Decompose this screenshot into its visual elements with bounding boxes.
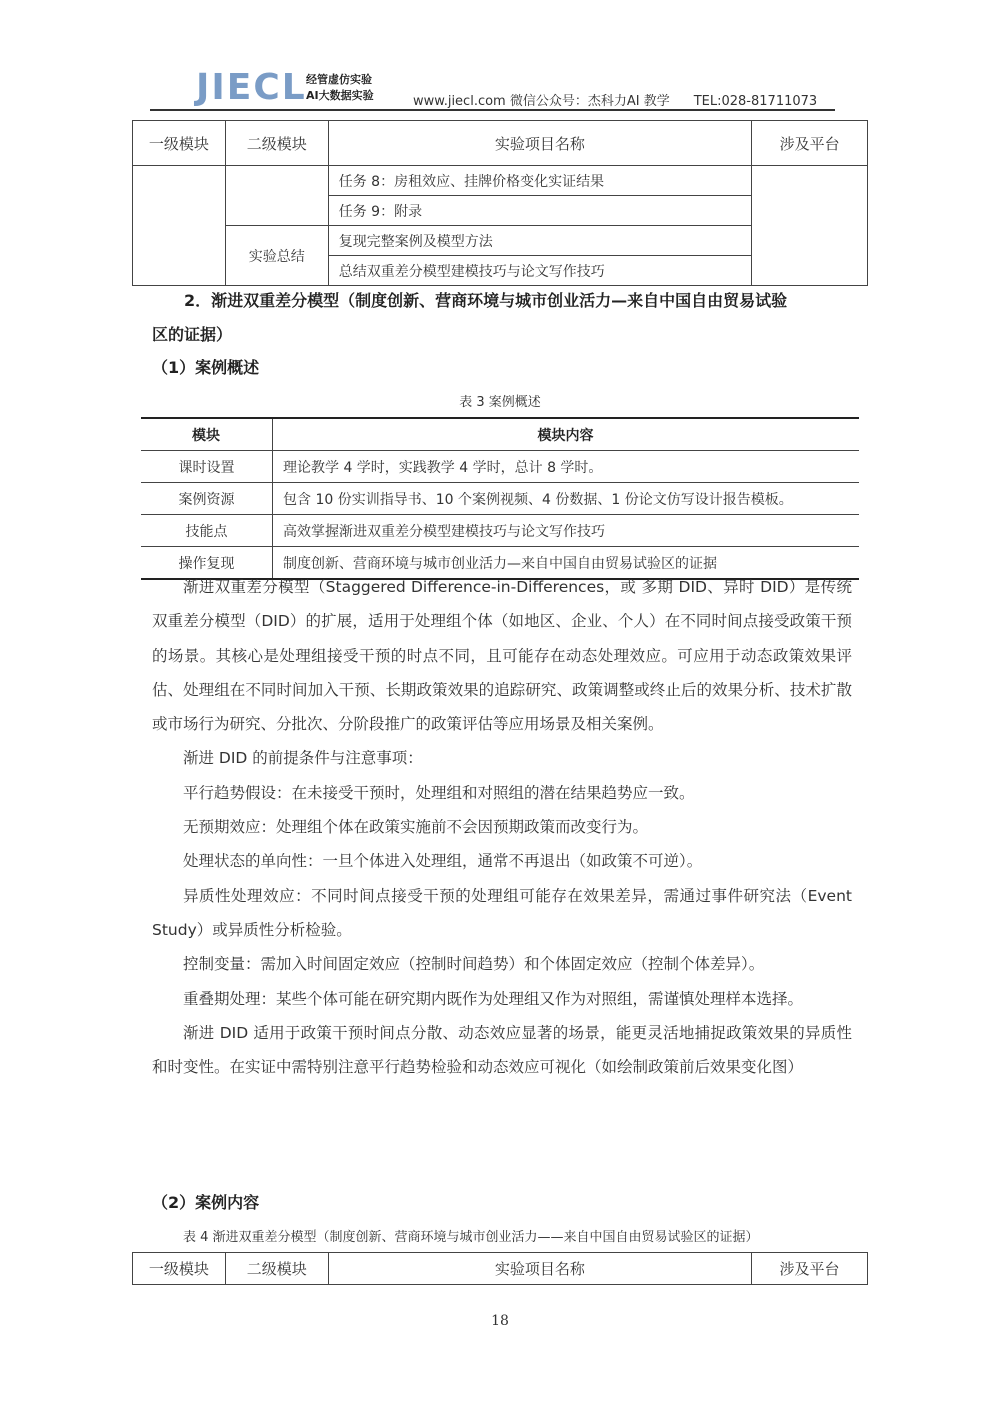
- table-header-cell: 实验项目名称: [328, 1253, 751, 1285]
- header-contact: [413, 90, 817, 109]
- table-row: [141, 451, 859, 483]
- paragraph: 处理状态的单向性：一旦个体进入处理组，通常不再退出（如政策不可逆）。: [183, 852, 703, 871]
- table-header-cell: 模块内容: [273, 418, 860, 451]
- table-cell: 高效掌握渐进双重差分模型建模技巧与论文写作技巧: [273, 515, 860, 547]
- paragraph: 异质性处理效应：不同时间点接受干预的处理组可能存在效果差异，需通过事件研究法（Event Study）或异质性分析检验。: [152, 886, 852, 939]
- paragraph: 重叠期处理：某些个体可能在研究期内既作为处理组又作为对照组，需谨慎处理样本选择。: [183, 989, 804, 1008]
- table-header-cell: 涉及平台: [752, 121, 868, 166]
- table-row: [141, 483, 859, 515]
- subsection-content: （2）案例内容: [152, 1193, 260, 1212]
- paragraph: 无预期效应：处理组个体在政策实施前不会因预期政策而改变行为。: [183, 818, 649, 837]
- paragraph: 渐进 DID 适用于政策干预时间点分散、动态效应显著的场景，能更灵活地捕捉政策效果的异质性和时变性。在实证中需特别注意平行趋势检验和动态效应可视化（如绘制政策前后效果变化图）: [152, 1023, 852, 1077]
- table-cell: 理论教学 4 学时，实践教学 4 学时，总计 8 学时。: [273, 451, 860, 483]
- page-header: [150, 66, 835, 110]
- paragraph: 控制变量：需加入时间固定效应（控制时间趋势）和个体固定效应（控制个体差异）。: [183, 955, 765, 974]
- case-overview-table: [141, 417, 859, 580]
- table-header-cell: 二级模块: [225, 121, 328, 166]
- table4-caption: 表 4 渐进双重差分模型（制度创新、营商环境与城市创业活力——来自中国自由贸易试验区的证据）: [183, 1230, 759, 1245]
- table-header-row: [141, 418, 859, 451]
- table-cell: 技能点: [141, 515, 273, 547]
- table-header-cell: 实验项目名称: [328, 121, 751, 166]
- table-header-cell: 一级模块: [133, 1253, 226, 1285]
- table-row: [141, 515, 859, 547]
- table-row: [133, 166, 868, 196]
- table-cell: 操作复现: [141, 547, 273, 580]
- table-header-row: [133, 121, 868, 166]
- table-cell-task: 任务 8：房租效应、挂牌价格变化实证结果: [328, 166, 751, 196]
- table-cell-empty: [752, 166, 868, 286]
- header-tel: TEL:028-81711073: [693, 94, 818, 109]
- table-header-cell: 二级模块: [225, 1253, 328, 1285]
- table-cell-empty: [133, 166, 226, 286]
- paragraph: 渐进双重差分模型（Staggered Difference-in-Differences，或 多期 DID、异时 DID）是传统双重差分模型（DID）的扩展，适用于处理组个体（如地区、企业、个人）在不同时间点接受政策干预的场景。其核心是处理组接受干预的时点不同，且可能存在动态处理效应。可应用于动态政策效果评估、处理组在不同时间加入干预、长期政策效果的追踪研究、政策调整或终止后的效果分析、技术扩散或市场行为研究、分批次、分阶段推广的政策评估等应用场景及相关案例。: [152, 578, 852, 734]
- subsection-overview: （1）案例概述: [152, 358, 260, 377]
- section-title: [152, 284, 862, 352]
- jiecl-logo: JIECL: [196, 67, 307, 108]
- section-title-line1: 2．渐进双重差分模型（制度创新、营商环境与城市创业活力—来自中国自由贸易试验: [184, 291, 788, 310]
- table-cell-task: 任务 9：附录: [328, 196, 751, 226]
- experiment-table-continued: [132, 120, 868, 286]
- table-cell: 案例资源: [141, 483, 273, 515]
- logo-subtitle-line2: AI大数据实验: [306, 89, 374, 102]
- table-cell: 课时设置: [141, 451, 273, 483]
- table3-caption: 表 3 案例概述: [459, 395, 541, 410]
- logo-subtitle: [306, 72, 374, 104]
- body-text: [152, 570, 852, 1084]
- page-number: 18: [491, 1313, 509, 1329]
- table-header-cell: 模块: [141, 418, 273, 451]
- table-cell: 包含 10 份实训指导书、10 个案例视频、4 份数据、1 份论文仿写设计报告模板。: [273, 483, 860, 515]
- table-cell-task: 总结双重差分模型建模技巧与论文写作技巧: [328, 256, 751, 286]
- table-cell-task: 复现完整案例及模型方法: [328, 226, 751, 256]
- section-title-line2: 区的证据）: [152, 325, 233, 344]
- table-header-cell: 涉及平台: [752, 1253, 868, 1285]
- table-header-row: [133, 1253, 868, 1285]
- table-cell: 制度创新、营商环境与城市创业活力—来自中国自由贸易试验区的证据: [283, 555, 717, 572]
- logo-subtitle-line1: 经管虚仿实验: [306, 73, 372, 86]
- table-cell-empty: [225, 166, 328, 226]
- case-content-table: [132, 1252, 868, 1285]
- header-website: www.jiecl.com 微信公众号：杰科力AI 教学: [413, 94, 670, 109]
- table-header-cell: 一级模块: [133, 121, 226, 166]
- paragraph: 平行趋势假设：在未接受干预时，处理组和对照组的潜在结果趋势应一致。: [183, 783, 695, 802]
- header-divider: [150, 109, 835, 111]
- table-cell-summary-label: 实验总结: [225, 226, 328, 286]
- paragraph: 渐进 DID 的前提条件与注意事项：: [183, 749, 423, 768]
